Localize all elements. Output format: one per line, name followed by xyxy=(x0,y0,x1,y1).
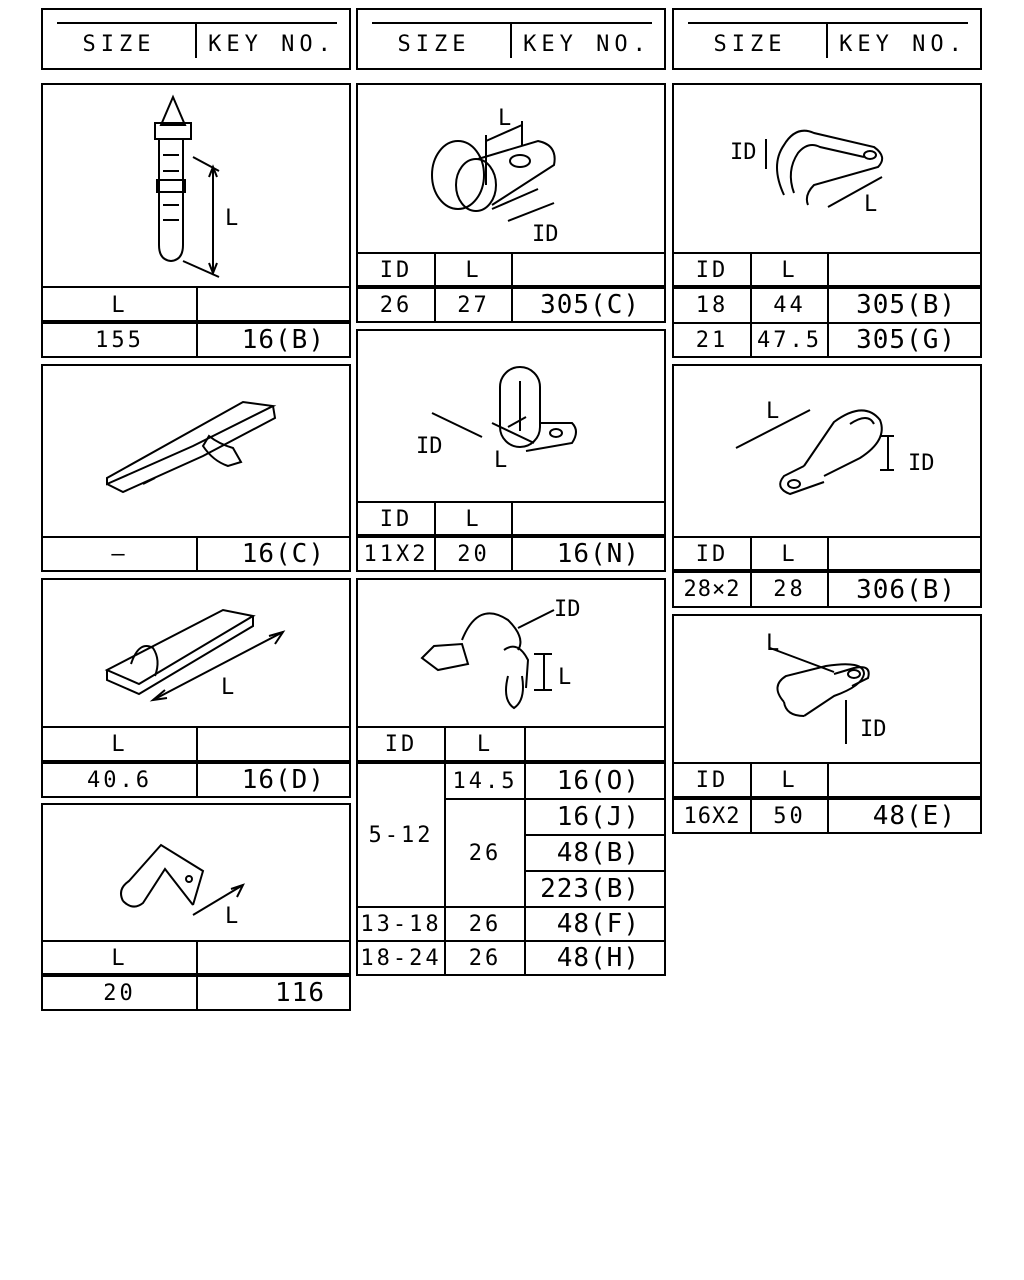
flat-clip-drawing xyxy=(43,366,349,536)
value-l: 28 xyxy=(773,577,806,602)
dim-id-label: ID xyxy=(908,451,935,476)
key-no: 48(F) xyxy=(556,909,640,939)
tab-clip-drawing xyxy=(43,580,349,725)
dim-id-label: ID xyxy=(554,597,581,622)
dim-id-label: ID xyxy=(416,434,443,459)
value-id: 16X2 xyxy=(683,803,741,829)
header-key-no: KEY NO. xyxy=(208,31,336,57)
part-loop-clamp xyxy=(672,83,982,358)
header-key-no: KEY NO. xyxy=(839,31,967,57)
col-id-header: ID xyxy=(379,506,413,532)
value-id: 5-12 xyxy=(368,822,434,848)
push-clip-drawing xyxy=(43,85,349,285)
key-no: 305(G) xyxy=(856,325,956,355)
col-id-header: ID xyxy=(695,257,729,283)
value-l: 20 xyxy=(457,541,490,567)
double-clamp-drawing xyxy=(358,331,664,501)
part-double-clamp xyxy=(356,329,666,572)
value-id: 18 xyxy=(695,292,729,318)
value-id: 18-24 xyxy=(360,945,442,971)
value-l: 44 xyxy=(773,292,806,318)
value-id: 26 xyxy=(379,292,413,318)
col-id-header: ID xyxy=(695,767,729,793)
value-l: 47.5 xyxy=(757,327,822,353)
key-no: 306(B) xyxy=(856,574,956,605)
key-no: 16(C) xyxy=(241,539,325,569)
dim-l-label: L xyxy=(494,448,508,473)
key-no: 305(B) xyxy=(856,290,956,320)
round-clamp-drawing xyxy=(358,85,664,250)
header-key-no: KEY NO. xyxy=(523,31,651,57)
value-id: 13-18 xyxy=(360,911,442,937)
header-size: SIZE xyxy=(397,31,471,57)
value-l: 27 xyxy=(457,292,490,318)
dim-l-label: L xyxy=(225,904,239,929)
dim-id-label: ID xyxy=(532,222,559,247)
key-no: 16(O) xyxy=(556,766,640,796)
value-l: 26 xyxy=(468,945,502,971)
value-l: 26 xyxy=(468,911,502,937)
dim-l-label: L xyxy=(221,675,235,700)
pin-clamp-drawing xyxy=(358,580,664,725)
value-l: 50 xyxy=(773,803,806,829)
part-flat-oval-clamp xyxy=(672,614,982,834)
header-size: SIZE xyxy=(713,31,787,57)
part-push-clip xyxy=(41,83,351,358)
value-id: 11X2 xyxy=(363,541,429,567)
col-l-header: L xyxy=(781,257,798,283)
size-value: — xyxy=(111,541,128,567)
col-l-header: L xyxy=(111,945,128,971)
col-id-header: ID xyxy=(695,541,729,567)
key-no: 48(E) xyxy=(872,801,956,831)
col-l-header: L xyxy=(465,257,482,283)
part-bent-clip xyxy=(41,803,351,1011)
dim-l-label: L xyxy=(225,206,239,231)
value-l: 40.6 xyxy=(87,767,152,793)
col-l-header: L xyxy=(465,506,482,532)
value-id: 21 xyxy=(695,327,729,353)
part-flat-clip xyxy=(41,364,351,572)
key-no: 116 xyxy=(275,978,325,1008)
key-no: 305(C) xyxy=(540,290,640,320)
dim-l-label: L xyxy=(766,631,780,656)
dim-l-label: L xyxy=(558,665,572,690)
value-l: 14.5 xyxy=(452,768,518,794)
loop-clamp-drawing xyxy=(674,85,980,250)
part-tab-clip xyxy=(41,578,351,798)
key-no: 48(H) xyxy=(556,943,640,973)
key-no: 223(B) xyxy=(540,874,640,904)
key-no: 16(D) xyxy=(241,765,325,795)
value-l: 20 xyxy=(103,980,136,1006)
dim-l-label: L xyxy=(766,399,780,424)
flat-oval-clamp-drawing xyxy=(674,616,980,761)
key-no: 48(B) xyxy=(556,838,640,868)
part-oval-clamp xyxy=(672,364,982,608)
dim-id-label: ID xyxy=(860,717,887,742)
col-l-header: L xyxy=(111,292,128,318)
key-no: 16(J) xyxy=(556,802,640,832)
oval-clamp-drawing xyxy=(674,366,980,536)
col-l-header: L xyxy=(781,767,798,793)
col-l-header: L xyxy=(476,731,494,757)
header-col-2 xyxy=(356,8,666,70)
header-col-3 xyxy=(672,8,982,70)
key-no: 16(B) xyxy=(241,325,325,355)
col-id-header: ID xyxy=(379,257,413,283)
col-l-header: L xyxy=(781,541,798,567)
header-size: SIZE xyxy=(82,31,156,57)
part-round-clamp xyxy=(356,83,666,323)
dim-l-label: L xyxy=(498,106,512,131)
value-l: 155 xyxy=(95,327,144,353)
key-no: 16(N) xyxy=(556,539,640,569)
value-id: 28×2 xyxy=(683,577,741,602)
dim-id-label: ID xyxy=(730,140,757,165)
value-l: 26 xyxy=(468,840,502,866)
dim-l-label: L xyxy=(864,192,878,217)
col-l-header: L xyxy=(111,731,128,757)
part-pin-clamp xyxy=(356,578,666,976)
col-id-header: ID xyxy=(384,731,418,757)
bent-clip-drawing xyxy=(43,805,349,940)
header-col-1 xyxy=(41,8,351,70)
